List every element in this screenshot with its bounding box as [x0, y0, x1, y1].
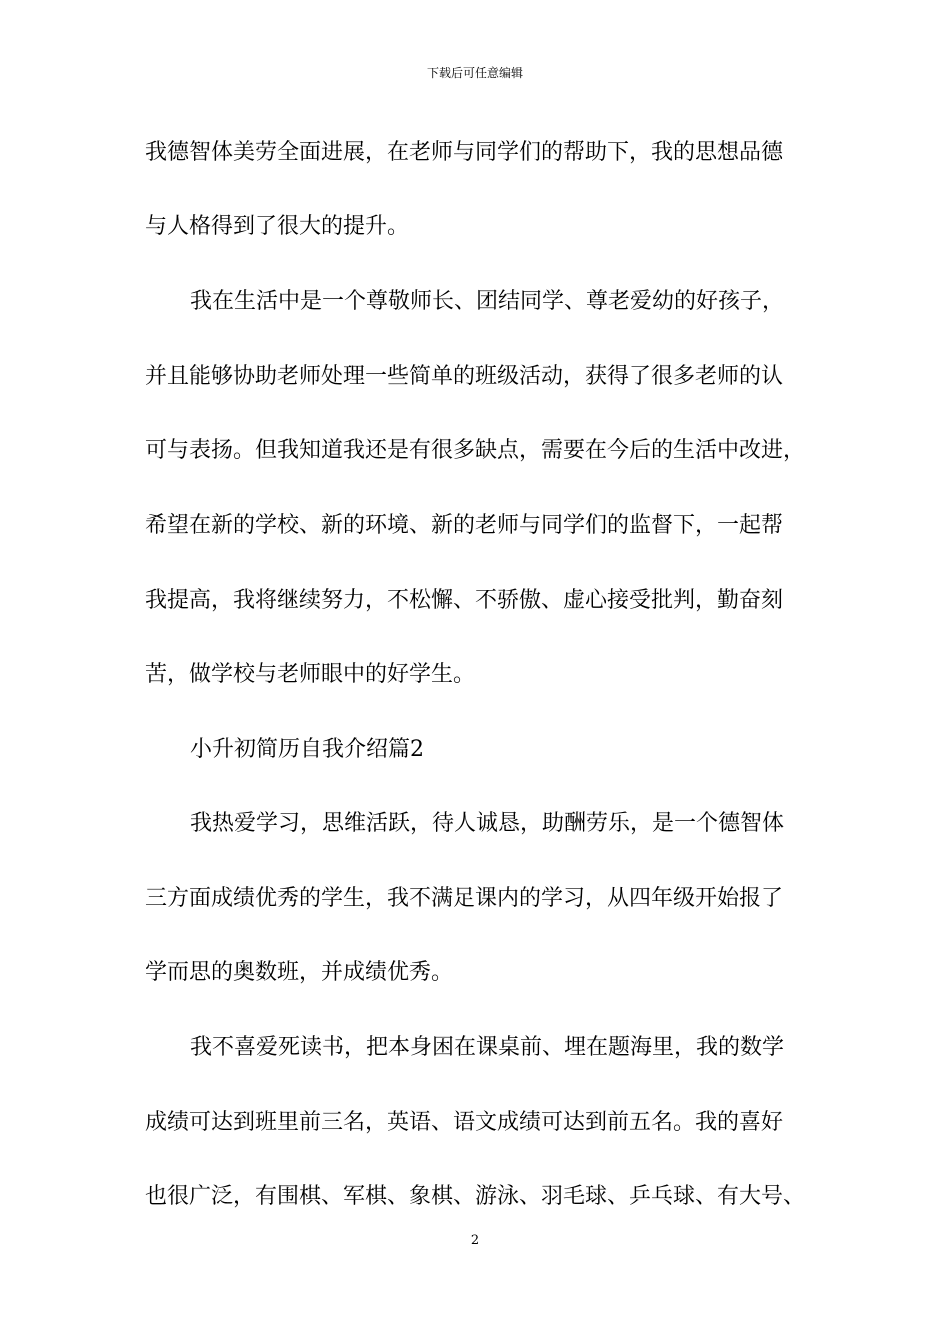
paragraph-line: 与人格得到了很大的提升。 — [145, 214, 410, 239]
section-heading: 小升初简历自我介绍篇2 — [190, 737, 424, 762]
paragraph-line: 我在生活中是一个尊敬师长、团结同学、尊老爱幼的好孩子， — [190, 289, 785, 314]
paragraph-line: 学而思的奥数班，并成绩优秀。 — [145, 960, 454, 985]
paragraph-line: 可与表扬。但我知道我还是有很多缺点，需要在今后的生活中改进， — [145, 438, 806, 463]
paragraph-line: 我提高，我将继续努力，不松懈、不骄傲、虚心接受批判，勤奋刻 — [145, 588, 784, 613]
paragraph-line: 我热爱学习，思维活跃，待人诚恳，助酬劳乐，是一个德智体 — [190, 811, 785, 836]
paragraph-line: 苦，做学校与老师眼中的好学生。 — [145, 662, 476, 687]
paragraph-line: 三方面成绩优秀的学生，我不满足课内的学习，从四年级开始报了 — [145, 886, 784, 911]
paragraph-line: 成绩可达到班里前三名，英语、语文成绩可达到前五名。我的喜好 — [145, 1110, 784, 1135]
paragraph-line: 我德智体美劳全面进展，在老师与同学们的帮助下，我的思想品德 — [145, 140, 784, 165]
page-number: 2 — [470, 1233, 480, 1248]
paragraph-line: 也很广泛，有围棋、军棋、象棋、游泳、羽毛球、乒乓球、有大号、 — [145, 1184, 806, 1209]
paragraph-line: 希望在新的学校、新的环境、新的老师与同学们的监督下，一起帮 — [145, 513, 784, 538]
page-header: 下载后可任意编辑 — [426, 66, 523, 80]
paragraph-line: 并且能够协助老师处理一些简单的班级活动，获得了很多老师的认 — [145, 364, 784, 389]
paragraph-line: 我不喜爱死读书，把本身困在课桌前、埋在题海里，我的数学 — [190, 1035, 785, 1060]
